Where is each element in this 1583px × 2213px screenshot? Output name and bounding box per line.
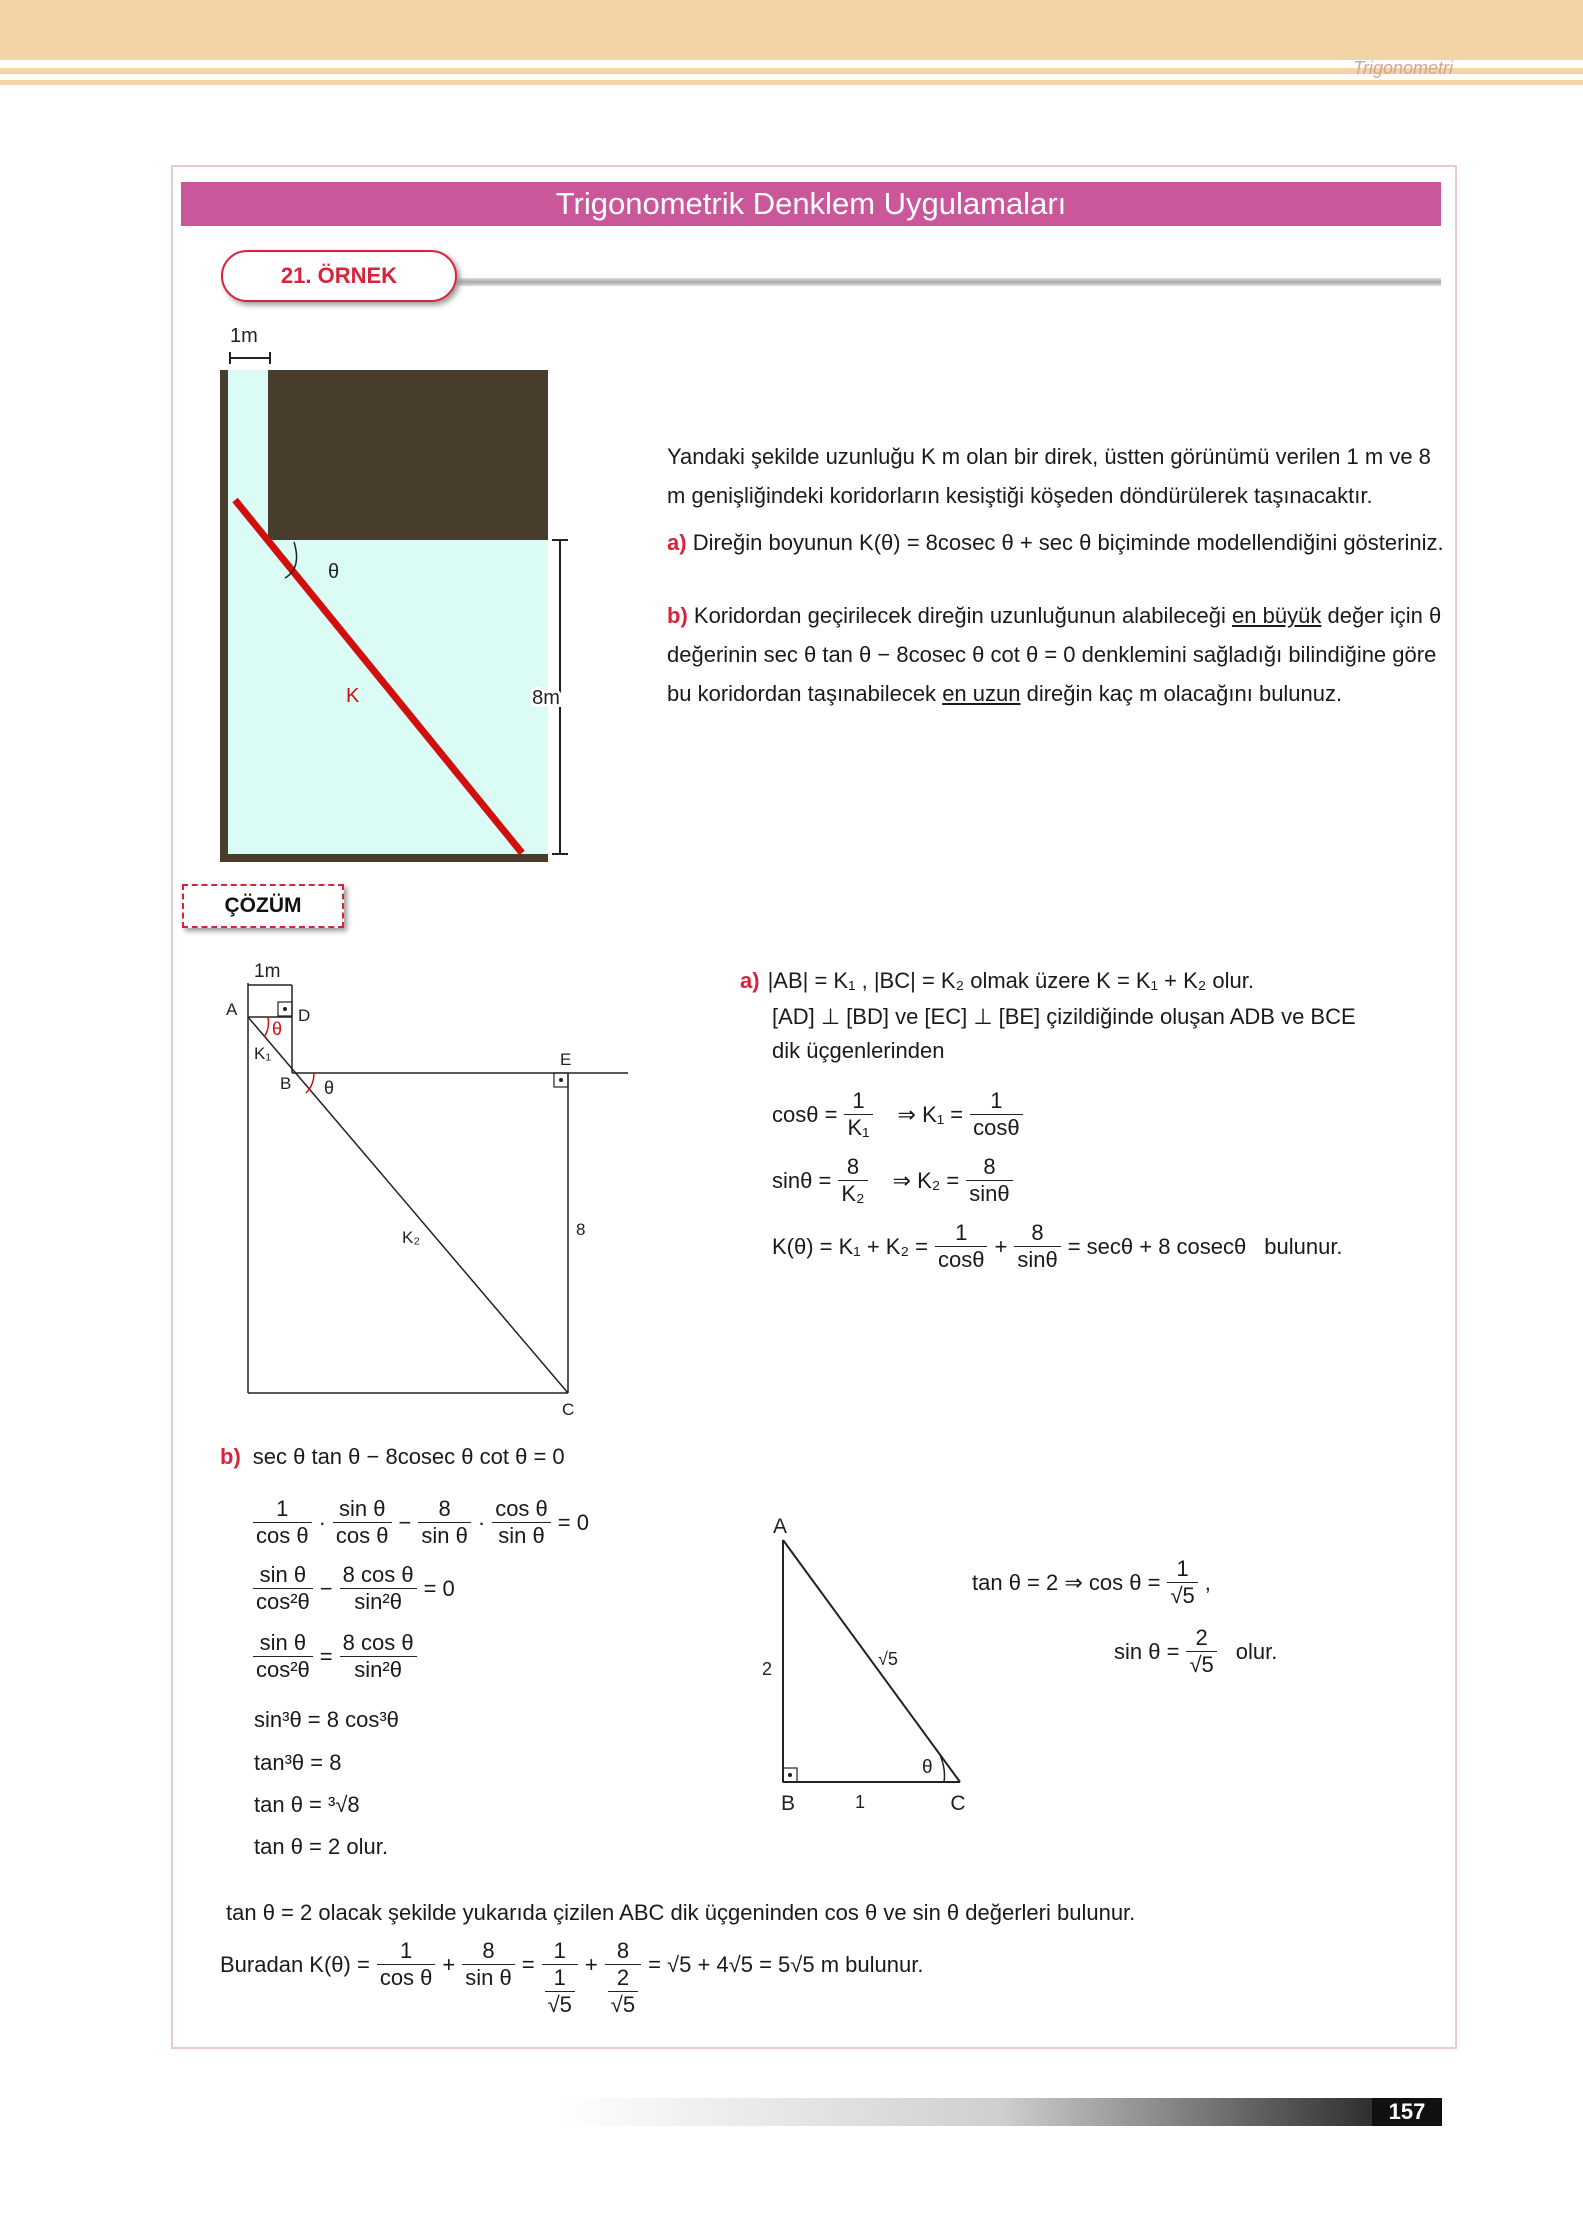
sin-end: olur.: [1235, 1638, 1278, 1664]
den: sin²θ: [354, 1657, 402, 1682]
den: cos θ: [335, 1523, 389, 1548]
k-lhs: K(θ) = K₁ + K₂ =: [772, 1233, 928, 1259]
plus: +: [584, 1952, 598, 1977]
num: 1: [970, 1088, 1022, 1115]
den: sinθ: [969, 1181, 1010, 1206]
sol-b-l3: $\frac{\text{sin θ}}{\text{cos²θ}}$ = $\frac{\text{8 cos θ}}{\text{sin²θ}}$: [250, 1630, 420, 1683]
problem-b-text-2: değer için θ değerinin: [667, 603, 1442, 667]
solution-label: ÇÖZÜM: [182, 884, 344, 928]
fig2-label-A: A: [226, 1000, 238, 1019]
fig2-label-E: E: [560, 1050, 572, 1069]
den: √5: [610, 1992, 636, 2017]
num: 2: [608, 1965, 638, 1992]
problem-b-underline-1: en büyük: [1232, 603, 1322, 628]
num: 1: [542, 1938, 578, 1965]
den: √5: [1189, 1652, 1214, 1677]
sol-b-label: b): [220, 1444, 241, 1469]
num: 2: [1186, 1625, 1216, 1652]
num: 1: [935, 1220, 987, 1247]
conclusion-line1: tan θ = 2 olacak şekilde yukarıda çizilen ABC dik üçgeninden cos θ ve sin θ değerleri bulunur.: [226, 1900, 1136, 1925]
frac: [844, 1088, 872, 1141]
num: 1: [253, 1496, 312, 1523]
frac: [340, 1562, 417, 1615]
sin-pre: sin θ =: [1114, 1638, 1180, 1664]
fig2-label-8: 8: [576, 1220, 586, 1239]
problem-a-text-2: biçiminde modellendiğini gösteriniz.: [1097, 530, 1444, 555]
frac: [605, 1938, 641, 2018]
den: sin θ: [465, 1965, 512, 1990]
num: 8: [462, 1938, 514, 1965]
problem-b-label: b): [667, 603, 688, 628]
frac: [340, 1630, 417, 1683]
rhs: = 0: [557, 1509, 589, 1535]
den: K₁: [847, 1115, 870, 1140]
triangle-figure: [750, 1505, 1000, 1825]
tri-side-ac: √5: [878, 1649, 898, 1669]
sol-a-sin: [772, 1154, 1016, 1207]
num: 8: [838, 1154, 867, 1181]
frac: [1014, 1220, 1060, 1273]
concl-result: = √5 + 4√5 = 5√5 m bulunur.: [648, 1952, 924, 1977]
den: cosθ: [973, 1115, 1020, 1140]
frac: [253, 1562, 313, 1615]
num: 8: [605, 1938, 641, 1965]
sol-a-line2: [AD] ⊥ [BD] ve [EC] ⊥ [BE] çizildiğinde oluşan ADB ve BCE: [772, 1004, 1356, 1029]
sol-a-cos: [772, 1088, 1026, 1141]
den: sin²θ: [354, 1589, 402, 1614]
top-stripe: [0, 68, 1583, 74]
frac: [253, 1496, 312, 1549]
num: 8: [966, 1154, 1012, 1181]
frac: [545, 1965, 575, 2018]
frac: [462, 1938, 514, 1991]
tri-theta: θ: [922, 1757, 933, 1778]
num: 1: [1167, 1556, 1197, 1583]
section-title: Trigonometrik Denklem Uygulamaları: [181, 182, 1441, 226]
k-rhs: = secθ + 8 cosecθ: [1067, 1233, 1247, 1259]
num: 8 cos θ: [340, 1562, 417, 1589]
sol-a-label: a): [740, 968, 760, 993]
fig2-label-C: C: [562, 1400, 575, 1419]
frac: [966, 1154, 1012, 1207]
problem-b-text-1: Koridordan geçirilecek direğin uzunluğunun alabileceği: [693, 603, 1226, 628]
footer-bar: [560, 2098, 1442, 2126]
tan-result-1: [972, 1556, 1211, 1609]
fig2-label-K2: K₂: [402, 1228, 420, 1247]
problem-b-underline-2: en uzun: [942, 681, 1021, 706]
example-rule: [453, 278, 1441, 286]
sol-b-l4: sin³θ = 8 cos³θ: [254, 1707, 399, 1732]
top-band: [0, 0, 1583, 60]
sin-impl: ⇒ K₂ =: [892, 1167, 960, 1193]
plus: +: [994, 1233, 1008, 1259]
fig2-theta-2: θ: [324, 1078, 335, 1098]
frac: [608, 1965, 638, 2018]
problem-b-text-4: direğin kaç m olacağını bulunuz.: [1026, 681, 1343, 706]
num: 8: [418, 1496, 470, 1523]
tri-side-ab: 2: [762, 1659, 773, 1679]
fig1-angle: θ: [328, 561, 340, 583]
tan-result-2: [1114, 1625, 1277, 1678]
frac: [970, 1088, 1022, 1141]
problem-b-text-3: denklemini sağladığı bilindiğine göre bu koridordan taşınabilecek: [667, 642, 1437, 706]
frac: [418, 1496, 470, 1549]
den: cos θ: [379, 1965, 433, 1990]
frac: [838, 1154, 867, 1207]
den: cosθ: [937, 1247, 985, 1272]
frac: [377, 1938, 436, 1991]
den: cos θ: [256, 1523, 309, 1548]
tri-side-bc: 1: [855, 1792, 866, 1812]
concl-pre: Buradan K(θ) =: [220, 1952, 370, 1977]
plus: +: [442, 1952, 456, 1977]
sol-a-k: [772, 1220, 1343, 1273]
den: cos²θ: [256, 1589, 310, 1614]
den: sinθ: [1017, 1247, 1058, 1272]
num: sin θ: [253, 1630, 313, 1657]
den: sin θ: [498, 1523, 545, 1548]
top-stripe-2: [0, 80, 1583, 85]
num: sin θ: [333, 1496, 392, 1523]
den: cos²θ: [256, 1657, 310, 1682]
fig1-height-label: 8m: [532, 687, 560, 709]
num: cos θ: [492, 1496, 551, 1523]
frac: [935, 1220, 987, 1273]
corridor-figure: [210, 320, 600, 870]
page-number: 157: [1372, 2098, 1442, 2126]
conclusion-line2: [220, 1938, 923, 2018]
problem-intro: Yandaki şekilde uzunluğu K m olan bir direk, üstten görünümü verilen 1 m ve 8 m genişliğindeki koridorların kesiştiği köşeden döndürülerek taşınacaktır.: [667, 444, 1431, 508]
frac: [253, 1630, 313, 1683]
sol-b-l1: $\frac{1}{\text{cos θ}}$ · $\frac{\text{sin θ}}{\text{cos θ}}$ − $\frac{8}{\text{sin θ}}$ · $\frac{\text{cos θ}}{\text{sin θ}}$ = 0: [250, 1496, 589, 1549]
num: 8 cos θ: [340, 1630, 417, 1657]
rhs: = 0: [423, 1575, 455, 1601]
den: sin θ: [421, 1523, 468, 1548]
num: 1: [844, 1088, 872, 1115]
sol-b-l0: [220, 1444, 565, 1470]
sol-b-eq0: sec θ tan θ − 8cosec θ cot θ = 0: [252, 1444, 565, 1469]
cos-lhs: cosθ =: [772, 1101, 838, 1127]
sin-lhs: sinθ =: [772, 1167, 832, 1193]
num: sin θ: [253, 1562, 313, 1589]
num: 8: [1014, 1220, 1060, 1247]
fig1-pole-label: K: [346, 685, 360, 707]
fig1-width-label: 1m: [230, 325, 258, 347]
k-end: bulunur.: [1264, 1233, 1343, 1259]
problem-a-label: a): [667, 530, 687, 555]
sol-b-l2: $\frac{\text{sin θ}}{\text{cos²θ}}$ − $\frac{\text{8 cos θ}}{\text{sin²θ}}$ = 0: [250, 1562, 455, 1615]
cos-impl: ⇒ K₁ =: [897, 1101, 964, 1127]
frac: [492, 1496, 551, 1549]
tri-label-B: B: [780, 1792, 796, 1815]
solution-figure: [220, 955, 640, 1425]
den: [605, 1965, 641, 2018]
fig2-theta-1: θ: [272, 1019, 283, 1039]
den: [542, 1965, 578, 2018]
problem-text: [667, 437, 1447, 713]
problem-a-formula: K(θ) = 8cosec θ + sec θ: [859, 530, 1092, 555]
fig2-label-B: B: [280, 1074, 292, 1093]
sol-a-line3: dik üçgenlerinden: [772, 1038, 945, 1063]
equals: =: [521, 1952, 535, 1977]
den: K₂: [841, 1181, 865, 1206]
tri-label-C: C: [950, 1792, 966, 1815]
problem-b-formula: sec θ tan θ − 8cosec θ cot θ = 0: [763, 642, 1076, 667]
frac: [1167, 1556, 1197, 1609]
tan-pre: tan θ = 2 ⇒ cos θ =: [972, 1569, 1161, 1595]
frac: [333, 1496, 392, 1549]
frac: [1186, 1625, 1216, 1678]
fig2-label-D: D: [298, 1006, 311, 1025]
den: √5: [547, 1992, 572, 2017]
num: 1: [377, 1938, 436, 1965]
sol-a-line1: |AB| = K₁ , |BC| = K₂ olmak üzere K = K₁ + K₂ olur.: [767, 968, 1255, 993]
problem-a-text-1: Direğin boyunun: [692, 530, 853, 555]
example-label: 21. ÖRNEK: [221, 250, 457, 302]
running-title: Trigonometri: [1353, 58, 1453, 78]
frac: [542, 1938, 578, 2018]
sol-b-l7: tan θ = 2 olur.: [254, 1834, 388, 1859]
fig2-label-K1: K₁: [254, 1044, 272, 1063]
sol-a-block: [740, 968, 1356, 1064]
sol-b-l5: tan³θ = 8: [254, 1750, 342, 1775]
tri-label-A: A: [772, 1515, 788, 1538]
num: 1: [545, 1965, 575, 1992]
den: √5: [1170, 1583, 1195, 1608]
fig2-width-label: 1m: [254, 961, 281, 982]
comma: ,: [1204, 1569, 1211, 1595]
sol-b-l6: tan θ = ³√8: [254, 1792, 360, 1817]
